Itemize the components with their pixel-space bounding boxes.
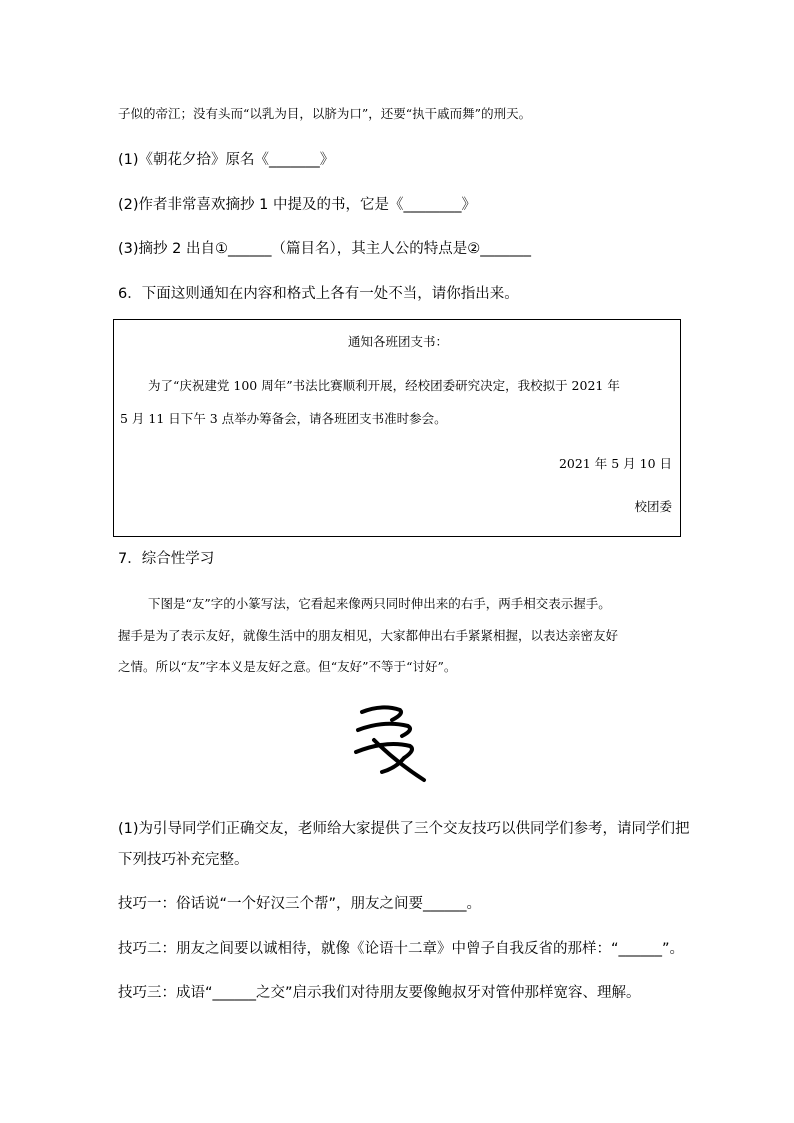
question-5-2: (2)作者非常喜欢摘抄 1 中提及的书，它是《________》: [118, 197, 476, 213]
tip-1: 技巧一：俗话说“一个好汉三个帮”，朋友之间要______。: [118, 896, 482, 912]
sub-question-1-line-2: 下列技巧补充完整。: [118, 852, 249, 868]
notice-body-line-2: 5 月 11 日下午 3 点举办筹备会，请各班团支书准时参会。: [120, 411, 447, 426]
notice-date: 2021 年 5 月 10 日: [558, 456, 672, 471]
notice-box: [113, 319, 681, 537]
passage-line-2: 握手是为了表示友好，就像生活中的朋友相见，大家都伸出右手紧紧相握，以表达亲密友好: [118, 628, 619, 643]
tip-2: 技巧二：朋友之间要以诚相待，就像《论语十二章》中曾子自我反省的那样：“______”。: [118, 941, 685, 957]
tip-3: 技巧三：成语“______之交”启示我们对待朋友要像鲍叔牙对管仲那样宽容、理解。: [118, 985, 641, 1001]
intro-line: 子似的帝江；没有头而“以乳为目，以脐为口”，还要“执干戚而舞”的刑天。: [118, 106, 532, 121]
question-7: 7．综合性学习: [118, 551, 215, 567]
sub-question-1-line-1: (1)为引导同学们正确交友，老师给大家提供了三个交友技巧以供同学们参考，请同学们把: [118, 821, 690, 837]
question-5-3: (3)摘抄 2 出自①______（篇目名），其主人公的特点是②_______: [118, 241, 531, 257]
notice-title: 通知各班团支书：: [347, 334, 448, 349]
question-5-1: (1)《朝花夕拾》原名《_______》: [118, 152, 335, 168]
notice-body-line-1: 为了“庆祝建党 100 周年”书法比赛顺利开展，经校团委研究决定，我校拟于 2021 年: [148, 378, 620, 393]
seal-script-you-character-icon: [352, 700, 442, 790]
notice-signer: 校团委: [634, 499, 672, 514]
passage-line-1: 下图是“友”字的小篆写法，它看起来像两只同时伸出来的右手，两手相交表示握手。: [148, 596, 611, 611]
passage-line-3: 之情。所以“友”字本义是友好之意。但“友好”不等于“讨好”。: [118, 659, 457, 674]
question-6: 6．下面这则通知在内容和格式上各有一处不当，请你指出来。: [118, 286, 519, 302]
